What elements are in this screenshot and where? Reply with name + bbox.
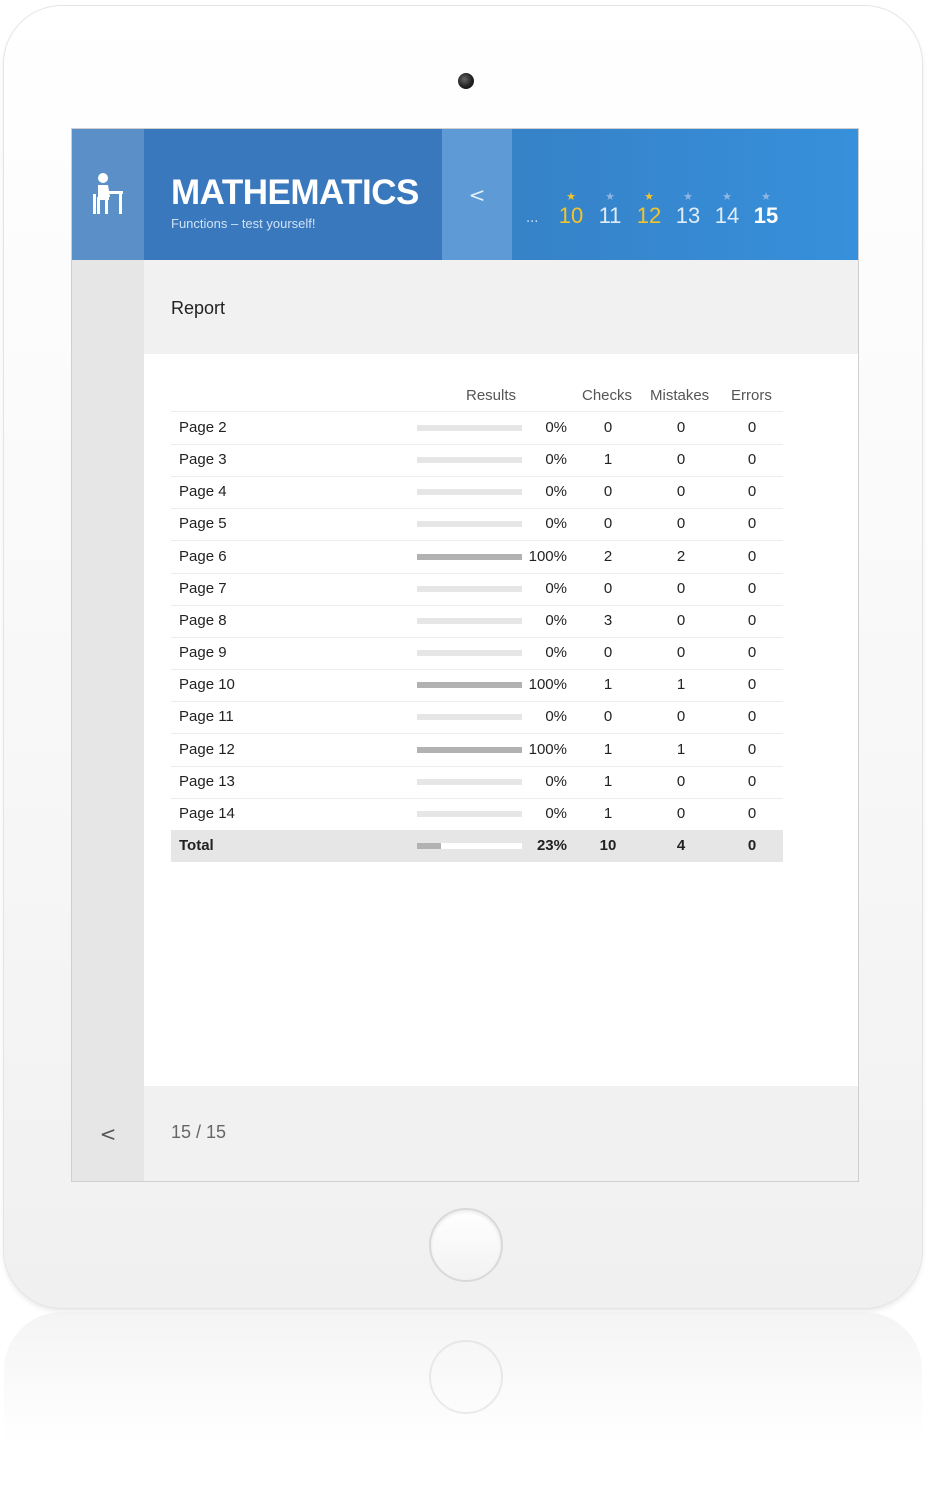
page-ellipsis: ... (526, 211, 539, 226)
table-row (171, 444, 783, 477)
title-block (144, 129, 442, 260)
checks-count: 1 (603, 773, 613, 790)
header-bar (72, 129, 858, 260)
table-row (171, 798, 783, 831)
table-row (171, 605, 783, 638)
errors-count: 0 (747, 548, 757, 565)
progress-fill (417, 682, 522, 688)
mistakes-count: 0 (676, 805, 686, 822)
checks-count: 0 (603, 708, 613, 725)
page-tab[interactable] (712, 191, 742, 229)
report-title-bar (144, 260, 858, 354)
page-tab[interactable] (634, 191, 664, 229)
progress-bar (417, 425, 522, 431)
errors-count: 0 (747, 644, 757, 661)
checks-count: 1 (603, 676, 613, 693)
table-row (171, 508, 783, 541)
home-button[interactable] (429, 1208, 503, 1282)
page-tab[interactable] (595, 191, 625, 229)
column-header-checks: Checks (582, 387, 633, 404)
progress-bar (417, 457, 522, 463)
errors-count: 0 (747, 580, 757, 597)
progress-bar (417, 682, 522, 688)
checks-count: 0 (603, 419, 613, 436)
result-percent: 0% (545, 708, 567, 725)
result-percent: 100% (528, 741, 567, 758)
errors-count: 0 (747, 419, 757, 436)
row-label: Page 7 (179, 580, 227, 597)
errors-count: 0 (747, 741, 757, 758)
result-percent: 0% (545, 805, 567, 822)
row-label: Page 3 (179, 451, 227, 468)
progress-bar (417, 618, 522, 624)
table-row (171, 734, 783, 767)
table-row (171, 541, 783, 574)
header-back-button[interactable] (442, 129, 512, 260)
checks-count: 2 (603, 548, 613, 565)
page-number: 10 (558, 203, 584, 228)
row-label: Page 9 (179, 644, 227, 661)
mistakes-count: 4 (676, 837, 686, 854)
result-percent: 0% (545, 419, 567, 436)
page-number: 12 (636, 203, 662, 228)
page-tab[interactable] (556, 191, 586, 229)
checks-count: 0 (603, 644, 613, 661)
mistakes-count: 2 (676, 548, 686, 565)
mistakes-count: 0 (676, 419, 686, 436)
checks-count: 1 (603, 805, 613, 822)
student-at-desk-icon (72, 129, 144, 260)
result-percent: 100% (528, 676, 567, 693)
errors-count: 0 (747, 515, 757, 532)
errors-count: 0 (747, 612, 757, 629)
mistakes-count: 0 (676, 644, 686, 661)
row-label: Total (179, 837, 214, 854)
result-percent: 0% (545, 451, 567, 468)
progress-bar (417, 747, 522, 753)
row-label: Page 13 (179, 773, 235, 790)
column-header-errors: Errors (731, 387, 772, 404)
footer-back-button[interactable] (72, 1086, 144, 1181)
progress-bar (417, 650, 522, 656)
chevron-left-icon: < (99, 1121, 117, 1146)
column-header-mistakes: Mistakes (650, 387, 710, 404)
mistakes-count: 1 (676, 676, 686, 693)
row-label: Page 12 (179, 741, 235, 758)
star-icon: ★ (683, 190, 693, 203)
page-navigator (512, 129, 858, 260)
errors-count: 0 (747, 837, 757, 854)
page-tab[interactable] (673, 191, 703, 229)
mistakes-count: 0 (676, 451, 686, 468)
row-label: Page 6 (179, 548, 227, 565)
star-icon: ★ (761, 190, 771, 203)
progress-bar (417, 779, 522, 785)
star-icon: ★ (566, 190, 576, 203)
home-button-reflection (429, 1340, 503, 1414)
app-screen (72, 129, 858, 1181)
result-percent: 0% (545, 773, 567, 790)
total-row (171, 830, 783, 862)
report-title: Report (171, 298, 226, 318)
result-percent: 100% (528, 548, 567, 565)
app-subtitle: Functions – test yourself! (171, 216, 316, 231)
row-label: Page 2 (179, 419, 227, 436)
table-row (171, 573, 783, 606)
result-percent: 0% (545, 612, 567, 629)
row-label: Page 4 (179, 483, 227, 500)
mistakes-count: 0 (676, 708, 686, 725)
page-tab[interactable] (751, 191, 781, 229)
progress-fill (417, 554, 522, 560)
column-header-results: Results (466, 387, 517, 404)
checks-count: 0 (603, 580, 613, 597)
checks-count: 3 (603, 612, 613, 629)
progress-bar (417, 521, 522, 527)
mistakes-count: 0 (676, 773, 686, 790)
errors-count: 0 (747, 708, 757, 725)
mistakes-count: 0 (676, 580, 686, 597)
progress-bar (417, 586, 522, 592)
progress-bar (417, 489, 522, 495)
progress-bar (417, 554, 522, 560)
result-percent: 0% (545, 515, 567, 532)
checks-count: 1 (603, 741, 613, 758)
chevron-left-icon: < (468, 182, 486, 207)
mistakes-count: 0 (676, 483, 686, 500)
result-percent: 0% (545, 644, 567, 661)
progress-fill (417, 747, 522, 753)
mistakes-count: 0 (676, 515, 686, 532)
result-percent: 0% (545, 483, 567, 500)
progress-fill (417, 843, 441, 849)
table-row (171, 766, 783, 799)
page-number: 11 (598, 203, 622, 228)
table-row (171, 412, 783, 445)
mistakes-count: 1 (676, 741, 686, 758)
errors-count: 0 (747, 483, 757, 500)
errors-count: 0 (747, 773, 757, 790)
progress-bar (417, 811, 522, 817)
star-icon: ★ (605, 190, 615, 203)
errors-count: 0 (747, 451, 757, 468)
page-number: 14 (714, 203, 740, 228)
table-row (171, 669, 783, 702)
footer-bar (144, 1086, 858, 1181)
page-number: 15 (753, 203, 779, 228)
result-percent: 23% (536, 837, 567, 854)
page-number: 13 (675, 203, 701, 228)
camera-icon (458, 73, 474, 89)
table-row (171, 476, 783, 509)
progress-bar (417, 714, 522, 720)
row-label: Page 8 (179, 612, 227, 629)
page-indicator: 15 / 15 (171, 1122, 227, 1142)
app-title: MATHEMATICS (171, 173, 419, 212)
errors-count: 0 (747, 805, 757, 822)
star-icon: ★ (644, 190, 654, 203)
row-label: Page 14 (179, 805, 235, 822)
row-label: Page 11 (179, 708, 234, 725)
errors-count: 0 (747, 676, 757, 693)
checks-count: 0 (603, 515, 613, 532)
checks-count: 1 (603, 451, 613, 468)
mistakes-count: 0 (676, 612, 686, 629)
checks-count: 10 (599, 837, 617, 854)
result-percent: 0% (545, 580, 567, 597)
checks-count: 0 (603, 483, 613, 500)
star-icon: ★ (722, 190, 732, 203)
progress-bar (417, 843, 522, 849)
left-rail (72, 260, 144, 1181)
table-row (171, 701, 783, 734)
row-label: Page 5 (179, 515, 227, 532)
row-label: Page 10 (179, 676, 235, 693)
table-row (171, 637, 783, 670)
